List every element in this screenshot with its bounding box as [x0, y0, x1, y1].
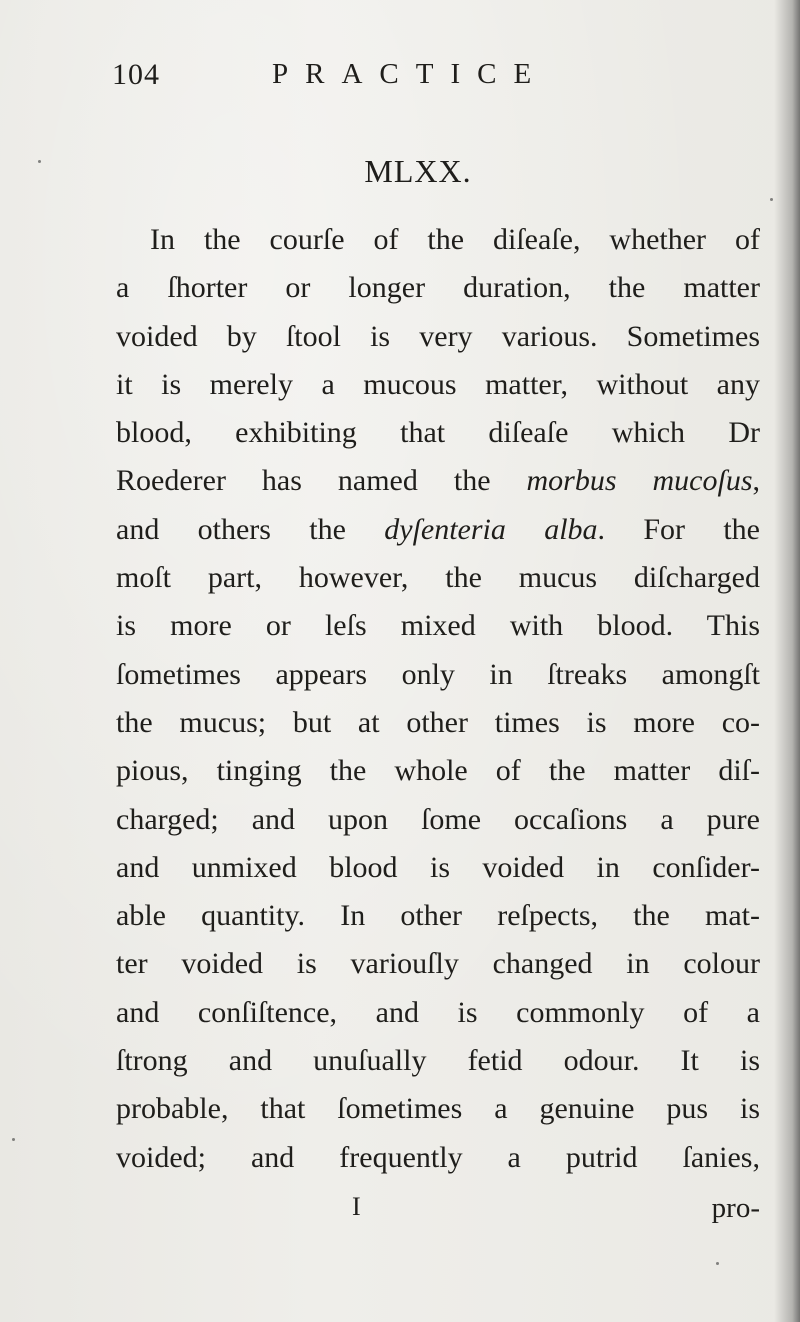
paper-speck — [38, 160, 41, 163]
signature-mark: I — [352, 1192, 361, 1221]
text-line: the mucus; but at other times is more co- — [116, 705, 760, 739]
text-line: ſtrong and unuſually fetid odour. It is — [116, 1044, 760, 1078]
text-line — [116, 457, 760, 505]
text-segment: Roederer has named the — [116, 464, 527, 498]
italic-term: dyſenteria alba — [384, 512, 598, 546]
body-text — [116, 216, 760, 1182]
paper-speck — [770, 198, 773, 201]
text-line: ter voided is variouſly changed in colour — [116, 947, 760, 981]
section-number: MLXX. — [364, 153, 472, 189]
text-line: blood, exhibiting that diſeaſe which Dr — [116, 416, 760, 450]
paper-speck — [716, 1262, 719, 1265]
text-line: ſometimes appears only in ſtreaks amongſt — [116, 657, 760, 691]
text-line: a ſhorter or longer duration, the matter — [116, 271, 760, 305]
text-line: and unmixed blood is voided in conſider- — [116, 850, 760, 884]
page-footer — [116, 1192, 760, 1232]
page-number: 104 — [112, 58, 160, 91]
italic-term: morbus mucoſus — [526, 464, 753, 498]
page-edge-shadow — [774, 0, 800, 1322]
page-header — [112, 58, 652, 98]
text-line — [116, 506, 760, 554]
text-line: In the courſe of the diſeaſe, whether of — [150, 223, 760, 256]
text-line: pious, tinging the whole of the matter diſ- — [116, 754, 760, 788]
text-line: voided by ſtool is very various. Sometimes — [116, 319, 760, 353]
text-line: is more or leſs mixed with blood. This — [116, 609, 760, 643]
paper-speck — [12, 1138, 15, 1141]
text-line: probable, that ſometimes a genuine pus is — [116, 1092, 760, 1126]
text-segment: , — [752, 464, 760, 498]
running-head: PRACTICE — [272, 58, 549, 90]
text-line: and conſiſtence, and is commonly of a — [116, 995, 760, 1029]
text-line: it is merely a mucous matter, without any — [116, 367, 760, 401]
catchword: pro- — [711, 1192, 760, 1224]
text-line: able quantity. In other reſpects, the mat- — [116, 899, 760, 933]
text-segment: and others the — [116, 512, 385, 546]
text-segment: . For the — [597, 512, 760, 546]
text-line: charged; and upon ſome occaſions a pure — [116, 802, 760, 836]
text-line: voided; and frequently a putrid ſanies, — [116, 1140, 760, 1174]
text-line: moſt part, however, the mucus diſcharged — [116, 561, 760, 595]
